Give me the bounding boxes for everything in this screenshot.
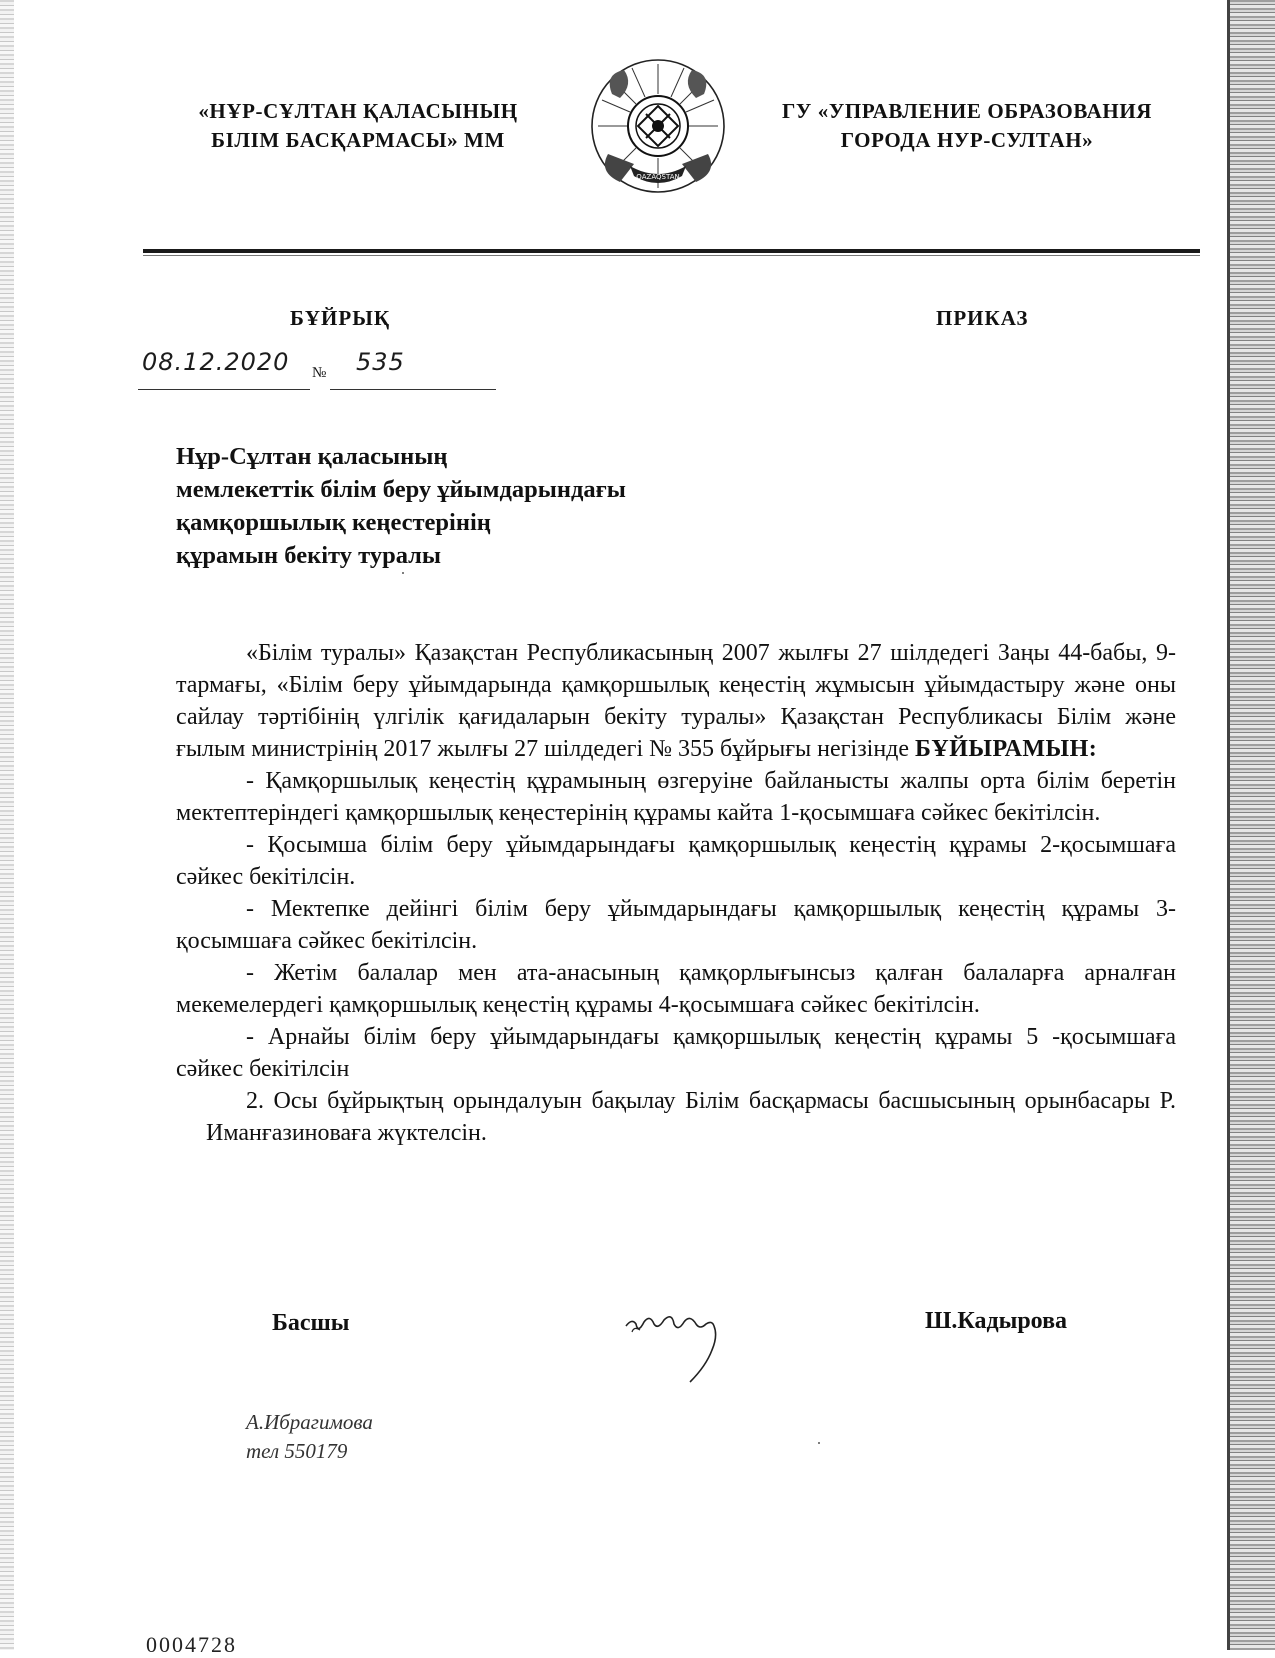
executor-name: А.Ибрагимова <box>246 1410 373 1434</box>
intro-text: «Білім туралы» Қазақстан Республикасының 2007 жылғы 27 шілдедегі Заңы 44-бабы, 9-тармағы, «Білім беру ұйымдарында қамқоршылық кеңестің жұмысын ұйымдастыру және оны сайлау тәртібінің үлгілік қағидаларын бекіту туралы» Қазақстан Республикасы Білім және ғылым министрінің 2017 жылғы 27 шілдедегі № 355 бұйрығы негізінде <box>176 640 1176 762</box>
state-emblem-icon <box>590 54 726 199</box>
list-item: - Арнайы білім беру ұйымдарындағы қамқоршылық кеңестің құрамы 5 -қосымшаға сәйкес бекітілсін <box>176 1024 1176 1082</box>
control-paragraph: 2. Осы бұйрықтың орындалуын бақылау Білім басқармасы басшысының орынбасары Р. Иманғазиноваға жүктелсін. <box>206 1088 1176 1146</box>
organization-name-ru: ГУ «УПРАВЛЕНИЕ ОБРАЗОВАНИЯ ГОРОДА НУР-СУЛТАН» <box>781 99 1153 152</box>
signatory-name: Ш.Кадырова <box>925 1308 1068 1334</box>
document-type-kz: БҰЙРЫҚ <box>290 306 391 330</box>
order-number: 535 <box>356 348 405 376</box>
number-sign: № <box>312 365 327 381</box>
order-subject: Нұр-Сұлтан қаласының мемлекеттік білім беру ұйымдарындағы қамқоршылық кеңестерінің құрамын бекіту туралы <box>176 443 626 569</box>
date-underline <box>138 389 310 390</box>
organization-name-kz: «НҰР-СҰЛТАН ҚАЛАСЫНЫҢ БІЛІМ БАСҚАРМАСЫ» ММ <box>198 99 518 152</box>
executor-phone: тел 550179 <box>246 1439 348 1463</box>
order-body <box>176 637 1176 1149</box>
order-date: 08.12.2020 <box>142 348 290 376</box>
scan-speck <box>818 1442 820 1444</box>
scan-edge-right <box>1227 0 1275 1650</box>
svg-text:QAZAQSTAN: QAZAQSTAN <box>636 173 680 181</box>
list-item: - Қамқоршылық кеңестің құрамының өзгеруіне байланысты жалпы орта білім беретін мектептеріндегі қамқоршылық кеңестерінің құрамы кайта 1-қосымшаға сәйкес бекітілсін. <box>176 768 1176 826</box>
document-serial: 0004728 <box>146 1632 237 1657</box>
header-divider <box>143 249 1200 253</box>
header-divider-thin <box>143 255 1200 256</box>
list-item: - Мектепке дейінгі білім беру ұйымдарындағы қамқоршылық кеңестің құрамы 3-қосымшаға сәйкес бекітілсін. <box>176 896 1176 954</box>
executor-info <box>246 1408 373 1466</box>
handwritten-signature <box>622 1296 750 1396</box>
list-item: - Қосымша білім беру ұйымдарындағы қамқоршылық кеңестің құрамы 2-қосымшаға сәйкес бекітілсін. <box>176 832 1176 890</box>
intro-paragraph <box>176 637 1176 765</box>
signatory-title: Басшы <box>272 1310 350 1336</box>
scan-edge-left <box>0 0 14 1650</box>
number-underline <box>330 389 496 390</box>
scan-speck <box>402 572 404 574</box>
list-item: - Жетім балалар мен ата-анасының қамқорлығынсыз қалған балаларға арналған мекемелердегі қамқоршылық кеңестің құрамы 4-қосымшаға сәйкес бекітілсін. <box>176 960 1176 1018</box>
command-word: БҰЙЫРАМЫН: <box>915 736 1098 762</box>
document-type-ru: ПРИКАЗ <box>936 306 1029 330</box>
